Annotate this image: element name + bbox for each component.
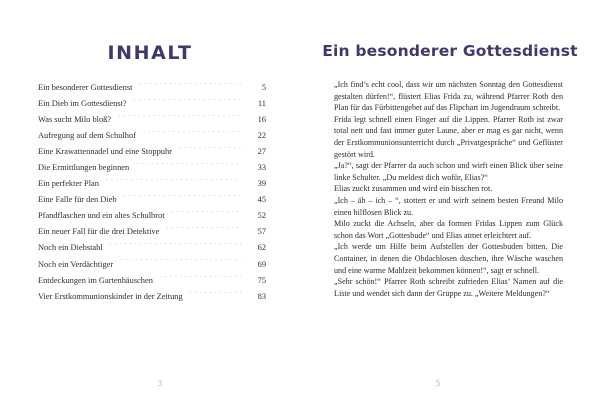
- toc-entry-page: 39: [257, 179, 266, 189]
- toc-dot-leader: [166, 224, 241, 234]
- toc-dot-leader: [124, 192, 241, 202]
- body-paragraph: Milo zuckt die Achseln, aber da formen Fridas Lippen zum Glück schon das Wort „Gottesbude“ und Elias atmet erleichtert auf.: [334, 219, 563, 240]
- toc-entry[interactable]: [38, 240, 266, 256]
- toc-dot-leader: [106, 176, 241, 186]
- toc-entry-title: Ein besonderer Gottesdienst: [38, 83, 133, 92]
- toc-entry-page: 69: [257, 259, 266, 269]
- toc-dot-leader: [118, 112, 241, 122]
- toc-entry-title: Die Ermittlungen beginnen: [38, 163, 130, 173]
- toc-dot-leader: [139, 80, 241, 90]
- toc-entry-title: Eine Falle für den Dieb: [38, 195, 117, 205]
- toc-entry-page: 52: [257, 211, 266, 221]
- toc-entry-page: 33: [257, 163, 266, 173]
- toc-entry[interactable]: [38, 273, 266, 289]
- toc-entry[interactable]: [38, 176, 266, 192]
- page-number-left: 3: [157, 379, 163, 388]
- toc-entry-title: Noch ein Verdächtiger: [38, 259, 114, 269]
- toc-entry-title: Entdeckungen im Gartenhäuschen: [38, 275, 153, 285]
- toc-entry-page: 16: [257, 115, 266, 125]
- body-paragraph: Elias zuckt zusammen und wird ein bisschen rot.: [334, 184, 493, 194]
- toc-entry-title: Pfandflaschen und ein altes Schulbrot: [38, 211, 165, 221]
- body-paragraph: „Ich – äh – ich – “, stottert er und wirft seinem besten Freund Milo einen hilflosen Blick zu.: [334, 195, 563, 217]
- toc-entry[interactable]: [38, 289, 266, 305]
- chapter-title: Ein besonderer Gottesdienst: [322, 42, 578, 60]
- toc-entry-title: Vier Erstkommunionskinder in der Zeitung: [38, 291, 183, 301]
- toc-entry[interactable]: [38, 208, 266, 224]
- toc-dot-leader: [120, 257, 241, 267]
- toc-entry-title: Eine Krawattennadel und eine Stoppuhr: [38, 147, 172, 157]
- body-paragraph: „Ich find’s echt cool, dass wir um nächsten Sonntag den Gottesdienst gestalten dürfen!“, flüstert Elias Frida zu, während Pfarrer Roth den Plan für das Fürbittengebet auf das Flipchart im Jugendraum schreibt.: [334, 80, 563, 113]
- toc-entry[interactable]: [38, 112, 266, 128]
- page-title: INHALT: [107, 42, 193, 64]
- toc-entry[interactable]: [38, 257, 266, 273]
- toc-dot-leader: [179, 144, 241, 154]
- toc-entry[interactable]: [38, 128, 266, 144]
- body-paragraph: „Ja?“, sagt der Pfarrer da auch schon und wirft einen Blick über seine linke Schulter. „Du meldest dich wofür, Elias?“: [334, 161, 563, 182]
- toc-entry[interactable]: [38, 80, 266, 96]
- toc-entry-page: 27: [257, 147, 266, 157]
- page-number-right: 5: [435, 379, 441, 388]
- table-of-contents: [38, 80, 266, 305]
- toc-dot-leader: [110, 240, 241, 250]
- toc-entry[interactable]: [38, 224, 266, 240]
- toc-dot-leader: [136, 160, 241, 170]
- toc-entry-title: Was sucht Milo bloß?: [38, 115, 112, 125]
- toc-entry-title: Noch ein Diebstahl: [38, 243, 103, 253]
- toc-entry-page: 45: [257, 195, 266, 205]
- right-page: [300, 0, 600, 416]
- toc-entry-page: 83: [257, 291, 266, 301]
- toc-entry-title: Ein neuer Fall für die drei Detektive: [38, 227, 160, 237]
- toc-entry-page: 5: [261, 83, 266, 92]
- body-paragraph: Frida legt schnell einen Finger auf die Lippen. Pfarrer Roth ist zwar total nett und fast immer guter Laune, aber er mag es gar nicht, wenn der Erstkommunionsunterricht durch „Privatgespräche“ und Geflüster gestört wird.: [334, 114, 563, 159]
- toc-entry-page: 11: [257, 99, 266, 109]
- toc-dot-leader: [190, 289, 241, 299]
- toc-entry[interactable]: [38, 160, 266, 176]
- body-paragraph: „Ich werde um Hilfe beim Aufstellen der Gottesbuden bitten. Die Container, in denen die Obdachlosen duschen, ihre Wäsche waschen und eine warme Mahlzeit bekommen können!“, sagt er schnell.: [334, 242, 563, 275]
- body-paragraph: „Sehr schön!“ Pfarrer Roth schreibt zufrieden Elias’ Namen auf die Liste und wendet sich dann der Gruppe zu. „Weitere Meldungen?“: [334, 277, 563, 298]
- toc-entry-title: Ein perfekter Plan: [38, 179, 99, 189]
- toc-entry[interactable]: [38, 144, 266, 160]
- toc-entry-page: 57: [257, 227, 266, 237]
- toc-dot-leader: [143, 128, 241, 138]
- toc-dot-leader: [172, 208, 241, 218]
- toc-dot-leader: [160, 273, 241, 283]
- toc-entry[interactable]: [38, 96, 266, 112]
- toc-dot-leader: [134, 96, 241, 106]
- toc-entry-title: Aufregung auf dem Schulhof: [38, 131, 136, 141]
- toc-entry-page: 22: [257, 131, 266, 141]
- chapter-body: [334, 79, 563, 299]
- toc-entry-page: 62: [257, 243, 266, 253]
- toc-entry[interactable]: [38, 192, 266, 208]
- toc-entry-title: Ein Dieb im Gottesdienst?: [38, 99, 127, 109]
- toc-entry-page: 75: [257, 275, 266, 285]
